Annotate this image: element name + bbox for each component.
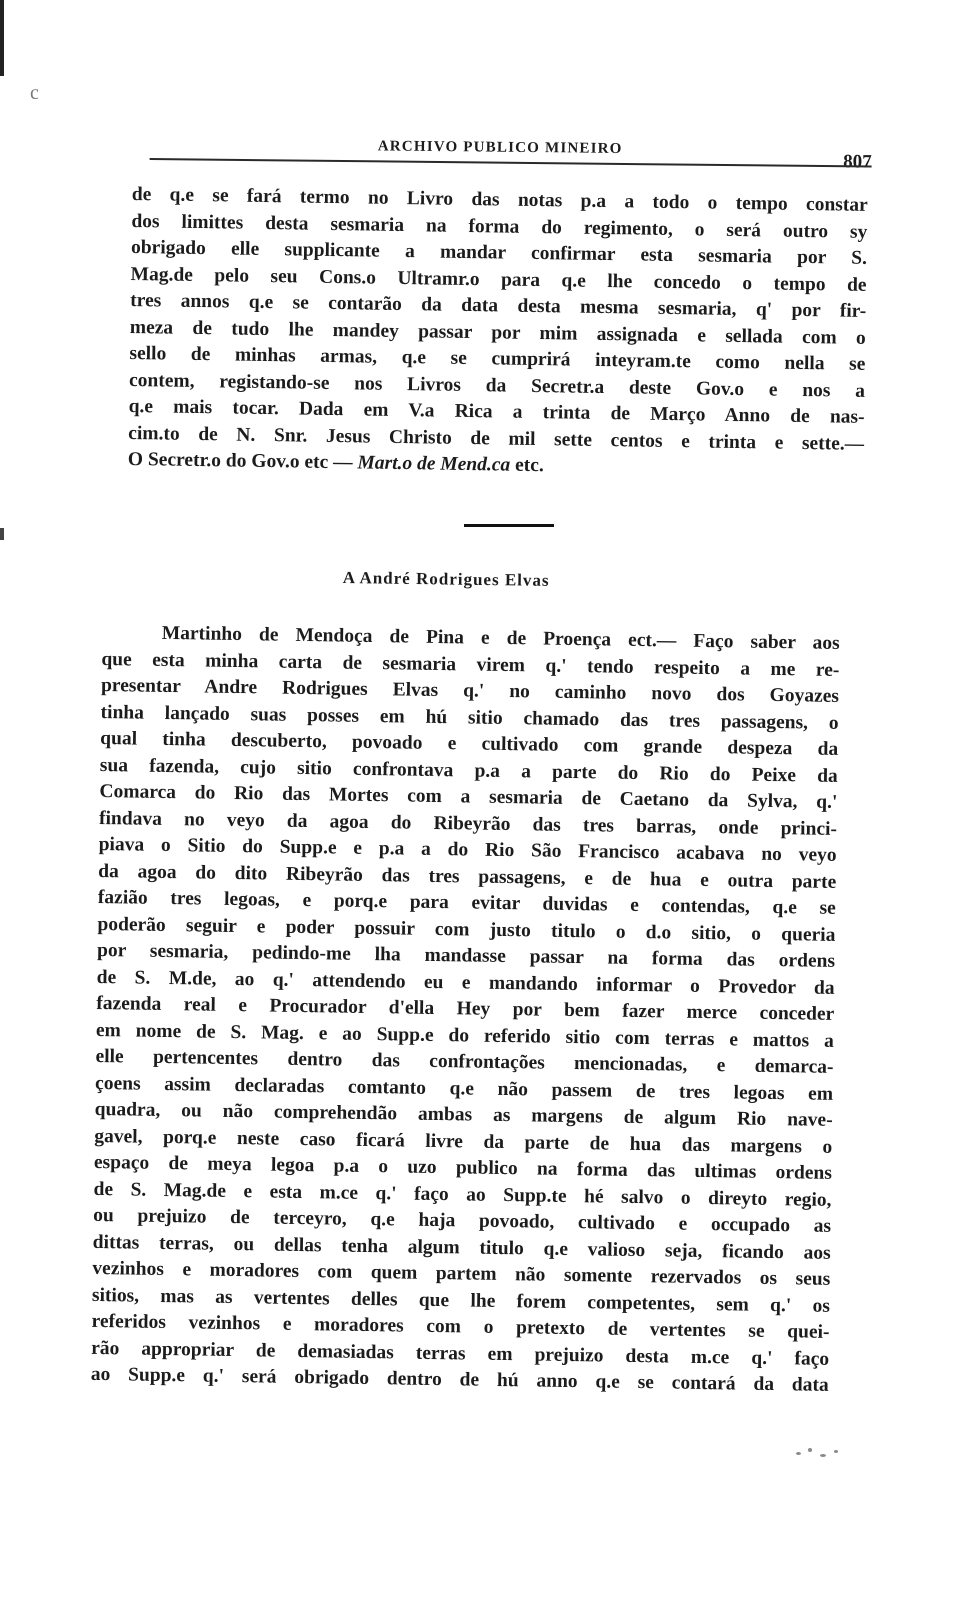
scan-edge-tick — [0, 528, 4, 540]
text-line: qual tinha descuberto, povoado e cultivado com grande despeza da — [100, 727, 839, 760]
text-line: Mag.de pelo seu Cons.o Ultramr.o para q.e lhe concedo o tempo de — [130, 263, 867, 296]
text-line: Comarca do Rio das Mortes com a sesmaria de Caetano da Sylva, q.' — [99, 780, 838, 813]
page-number: 807 — [843, 151, 872, 173]
text-line: de q.e se fará termo no Livro das notas p.a a todo o tempo constar — [131, 183, 868, 216]
text-line: dos limittes desta sesmaria na forma do regimento, o será outro sy — [131, 210, 868, 243]
scan-speck — [820, 1454, 826, 1457]
text-line: tres annos q.e se contarão da data desta mesma sesmaria, q' por fir- — [130, 289, 867, 322]
text-line: ou prejuizo de terceyro, q.e haja povoado, cultivado e occupado as — [93, 1204, 832, 1237]
scan-edge-mark — [0, 0, 4, 76]
text-line: tinha lançado suas posses em hú sitio chamado das tres passagens, o — [100, 701, 839, 734]
text-line: çoens assim declaradas comtanto q.e não passem de tres legoas em — [94, 1072, 834, 1105]
text-line: gavel, porq.e neste caso ficará livre da parte de hua das margens o — [94, 1125, 833, 1158]
scan-speck — [796, 1452, 801, 1455]
closing-signature: Mart.o de Mend.ca — [357, 452, 511, 476]
text-line: rão appropriar de demasiadas terras em prejuizo desta m.ce q.' faço — [91, 1337, 830, 1370]
text-line: presentar Andre Rodrigues Elvas q.' no caminho novo dos Goyazes — [100, 674, 840, 707]
text-line: poderão seguir e poder possuir com justo titulo o d.o sitio, o queria — [97, 913, 836, 946]
text-line: ao Supp.e q.' será obrigado dentro de hú anno q.e se contará da data — [90, 1363, 829, 1396]
continuation-paragraph — [128, 182, 868, 484]
text-line: de S. Mag.de e esta m.ce q.' faço ao Supp.te hé salvo o direyto regio, — [93, 1178, 832, 1211]
text-line: sitios, mas as vertentes delles que lhe forem competentes, sem q.' os — [91, 1284, 831, 1317]
text-line: fazenda real e Procurador d'ella Hey por bem fazer merce conceder — [96, 992, 835, 1025]
header-rule — [150, 158, 872, 168]
running-title: ARCHIVO PUBLICO MINEIRO — [377, 138, 623, 157]
scan-speck — [834, 1450, 838, 1453]
text-line: dittas terras, ou dellas tenha algum titulo q.e valioso seja, ficando aos — [92, 1231, 831, 1264]
text-line: que esta minha carta de sesmaria virem q.' tendo respeito a me re- — [101, 648, 840, 681]
text-line: vezinhos e moradores com quem partem não somente rezervados os seus — [92, 1257, 831, 1290]
closing-prefix: O Secretr.o do Gov.o etc — — [127, 448, 358, 474]
page-header — [150, 124, 872, 178]
text-line: obrigado elle supplicante a mandar confirmar esta sesmaria por S. — [130, 236, 868, 269]
text-line: quadra, ou não comprehendão ambas as margens de algum Rio nave- — [94, 1098, 833, 1131]
text-line: meza de tudo lhe mandey passar por mim assignada e sellada com o — [129, 316, 866, 349]
text-line: por sesmaria, pedindo-me lha mandasse passar na forma das ordens — [96, 939, 836, 972]
text-line: fazião tres legoas, e porq.e para evitar duvidas e contendas, q.e se — [97, 886, 836, 919]
text-line: piava o Sitio do Supp.e e p.a a do Rio São Francisco acabava no veyo — [98, 833, 837, 866]
text-line: findava no veyo da agoa do Ribeyrão das tres barras, onde princi- — [98, 807, 838, 840]
text-line: sua fazenda, cujo sitio confrontava p.a a parte do Rio do Peixe da — [99, 754, 838, 787]
text-line: q.e mais tocar. Dada em V.a Rica a trinta de Março Anno de nas- — [128, 395, 865, 428]
closing-suffix: etc. — [510, 454, 544, 477]
text-line: espaço de meya legoa p.a o uzo publico na forma das ultimas ordens — [93, 1151, 833, 1184]
grant-paragraph — [91, 620, 840, 1399]
text-line: cim.to de N. Snr. Jesus Christo de mil sette centos e trinta e sette.— — [128, 422, 865, 455]
text-line: elle pertencentes dentro das confrontações mencionadas, e demarca- — [95, 1045, 834, 1078]
text-line: Martinho de Mendoça de Pina e de Proença ect.— Faço saber aos — [161, 622, 840, 654]
section-divider — [464, 524, 554, 527]
text-line: referidos vezinhos e moradores com o pretexto de vertentes se quei- — [91, 1310, 830, 1343]
text-line: de S. M.de, ao q.' attendendo eu e mandando informar o Provedor da — [96, 966, 835, 999]
text-line: em nome de S. Mag. e ao Supp.e do referido sitio com terras e mattos a — [95, 1019, 834, 1052]
scan-speck — [808, 1448, 812, 1452]
section-heading: A André Rodrigues Elvas — [342, 568, 550, 590]
text-line: sello de minhas armas, q.e se cumprirá inteyram.te como nella se — [129, 342, 866, 375]
text-line: contem, registando-se nos Livros da Secretr.a deste Gov.o e nos a — [128, 369, 866, 402]
text-line: da agoa do dito Ribeyrão das tres passagens, e de hua e outra parte — [98, 860, 837, 893]
stray-mark: c — [30, 82, 39, 104]
